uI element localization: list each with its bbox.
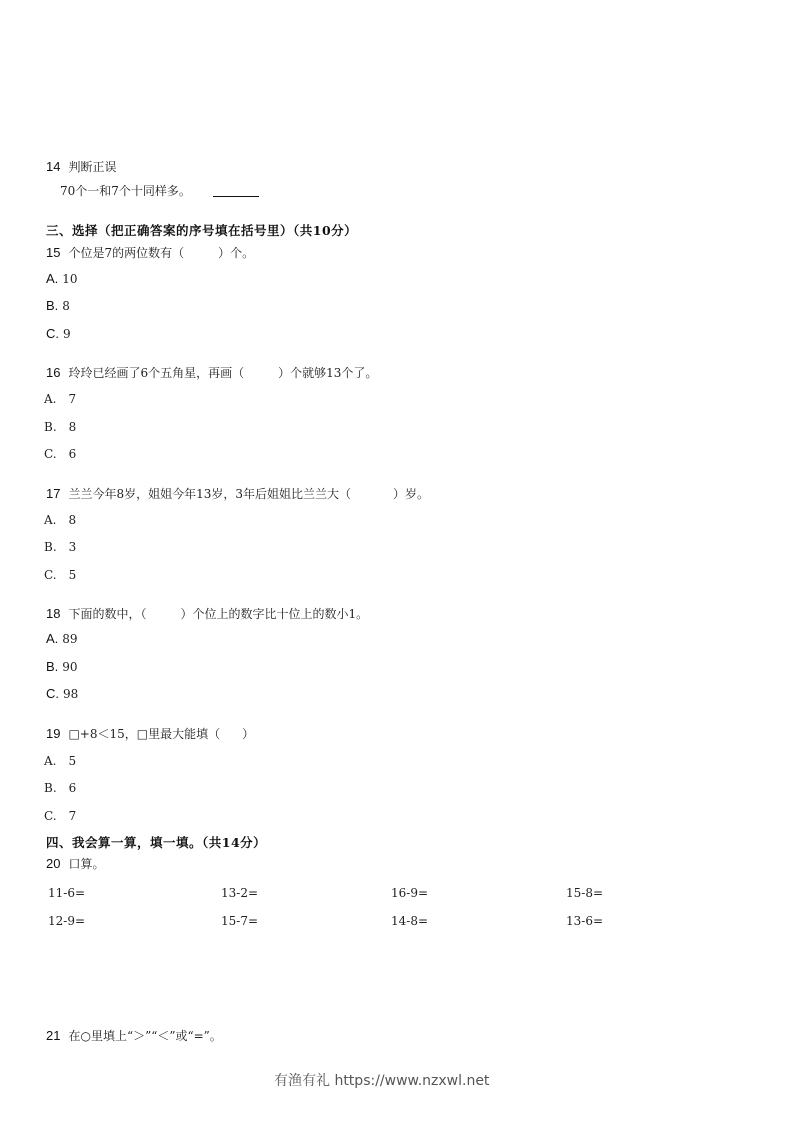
question-number: 20	[46, 856, 61, 871]
question-text: 在○里填上“＞”“＜”或“=”。	[68, 1029, 222, 1043]
question-14-heading	[46, 156, 116, 175]
option-b[interactable]	[44, 536, 76, 555]
option-label: B.	[44, 781, 57, 795]
option-value: 6	[68, 447, 77, 461]
option-label: B.	[46, 298, 59, 313]
section-4-title: 四、我会算一算，填一填。（共14分）	[46, 835, 267, 850]
calc-item[interactable]: 15-7=	[221, 914, 259, 928]
stem-text-after: ）	[242, 727, 255, 741]
option-label: A.	[44, 513, 57, 527]
option-label: C.	[46, 326, 59, 341]
option-value: 8	[68, 420, 77, 434]
footer-watermark: 有渔有礼 https://www.nzxwl.net	[274, 1073, 490, 1089]
option-c[interactable]	[44, 443, 76, 462]
question-number: 19	[46, 726, 61, 741]
option-a[interactable]	[46, 628, 78, 647]
stem-text-after: ）个就够13个了。	[278, 366, 378, 380]
question-21-heading	[46, 1025, 222, 1044]
stem-text-before: □+8＜15，□里最大能填（	[68, 727, 221, 741]
option-label: B.	[46, 659, 59, 674]
option-label: A.	[44, 392, 57, 406]
calc-item[interactable]: 16-9=	[391, 886, 429, 900]
statement-text: 70个一和7个十同样多。	[60, 184, 191, 198]
calc-item[interactable]: 13-2=	[221, 886, 259, 900]
stem-text-before: 兰兰今年8岁，姐姐今年13岁，3年后姐姐比兰兰大（	[68, 487, 352, 501]
question-number: 21	[46, 1028, 61, 1043]
question-17-stem	[46, 483, 429, 502]
option-label: C.	[44, 568, 57, 582]
option-value: 90	[62, 660, 78, 674]
option-label: A.	[46, 271, 59, 286]
option-value: 7	[68, 809, 77, 823]
option-value: 7	[68, 392, 77, 406]
option-value: 8	[68, 513, 77, 527]
option-value: 10	[62, 272, 78, 286]
calc-item[interactable]: 14-8=	[391, 914, 429, 928]
option-c[interactable]	[46, 323, 71, 342]
option-c[interactable]	[46, 683, 78, 702]
option-label: A.	[44, 754, 57, 768]
question-19-stem	[46, 723, 254, 742]
question-14-statement	[60, 180, 259, 199]
question-title: 口算。	[68, 857, 105, 871]
option-a[interactable]	[44, 388, 76, 407]
calc-item[interactable]: 15-8=	[566, 886, 604, 900]
option-a[interactable]	[44, 750, 76, 769]
option-value: 3	[68, 540, 77, 554]
calc-item[interactable]: 12-9=	[48, 914, 86, 928]
stem-text-after: ）个位上的数字比十位上的数小1。	[180, 607, 369, 621]
calc-item[interactable]: 11-6=	[48, 886, 86, 900]
stem-text-before: 玲玲已经画了6个五角星，再画（	[68, 366, 245, 380]
option-label: A.	[46, 631, 59, 646]
option-value: 9	[63, 327, 71, 341]
option-value: 98	[63, 687, 79, 701]
option-c[interactable]	[44, 564, 76, 583]
option-b[interactable]	[44, 777, 76, 796]
option-label: C.	[44, 809, 57, 823]
question-15-stem	[46, 242, 254, 261]
option-label: B.	[44, 420, 57, 434]
option-b[interactable]	[46, 656, 78, 675]
question-18-stem	[46, 603, 368, 622]
question-number: 18	[46, 606, 61, 621]
stem-text-after: ）岁。	[393, 487, 430, 501]
question-number: 16	[46, 365, 61, 380]
option-label: B.	[44, 540, 57, 554]
option-value: 6	[68, 781, 77, 795]
option-value: 5	[68, 568, 77, 582]
answer-blank[interactable]	[213, 196, 259, 197]
calc-item[interactable]: 13-6=	[566, 914, 604, 928]
question-16-stem	[46, 362, 377, 381]
option-a[interactable]	[46, 268, 78, 287]
stem-text-after: ）个。	[218, 246, 255, 260]
question-20-heading	[46, 853, 104, 872]
question-number: 14	[46, 159, 61, 174]
option-b[interactable]	[46, 295, 70, 314]
question-number: 15	[46, 245, 61, 260]
section-3-title: 三、选择（把正确答案的序号填在括号里）（共10分）	[46, 223, 358, 238]
option-a[interactable]	[44, 509, 76, 528]
option-label: C.	[46, 686, 59, 701]
stem-text-before: 个位是7的两位数有（	[68, 246, 185, 260]
question-number: 17	[46, 486, 61, 501]
stem-text-before: 下面的数中，（	[68, 607, 147, 621]
option-value: 89	[62, 632, 78, 646]
option-c[interactable]	[44, 805, 76, 824]
option-b[interactable]	[44, 416, 76, 435]
option-value: 5	[68, 754, 77, 768]
option-label: C.	[44, 447, 57, 461]
option-value: 8	[62, 299, 70, 313]
question-title: 判断正误	[68, 160, 117, 174]
